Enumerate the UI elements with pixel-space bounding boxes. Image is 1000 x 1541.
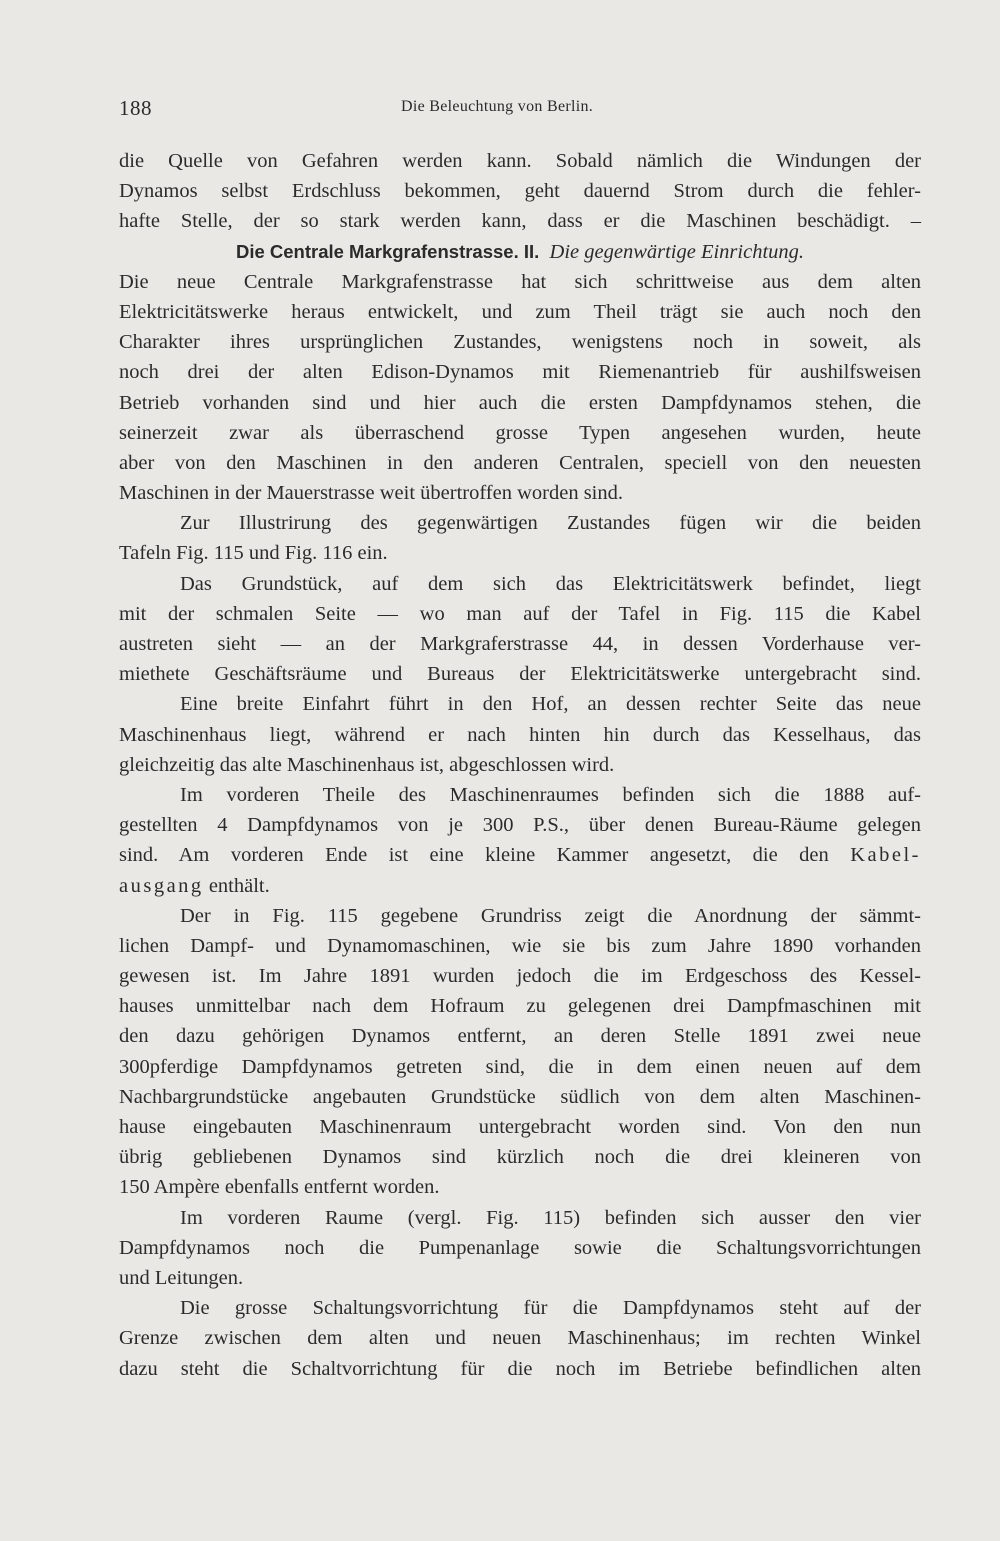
running-title: Die Beleuchtung von Berlin. bbox=[401, 98, 594, 115]
text-line: Grenze zwischen dem alten und neuen Maschinenhaus; im rechten Winkel bbox=[119, 1327, 921, 1350]
text-line: den dazu gehörigen Dynamos entfernt, an deren Stelle 1891 zwei neue bbox=[119, 1025, 921, 1048]
text-line bbox=[119, 871, 921, 901]
section-heading bbox=[119, 237, 921, 267]
text-line: aber von den Maschinen in den anderen Centralen, speciell von den neuesten bbox=[119, 451, 921, 474]
text-line bbox=[119, 840, 921, 870]
section-heading-subtitle: Die gegenwärtige Einrichtung. bbox=[549, 240, 805, 263]
text-line: Elektricitätswerke heraus entwickelt, und zum Theil trägt sie auch noch den bbox=[119, 300, 921, 323]
text-line: seinerzeit zwar als überraschend grosse Typen angesehen wurden, heute bbox=[119, 421, 921, 444]
text-line: austreten sieht — an der Markgraferstrasse 44, in dessen Vorderhause ver- bbox=[119, 633, 921, 655]
page-number: 188 bbox=[119, 96, 152, 120]
text-line: Im vorderen Theile des Maschinenraumes befinden sich die 1888 auf- bbox=[180, 783, 921, 806]
text-line: Dynamos selbst Erdschluss bekommen, geht dauernd Strom durch die fehler- bbox=[119, 180, 921, 203]
text-line: lichen Dampf- und Dynamomaschinen, wie sie bis zum Jahre 1890 vorhanden bbox=[119, 934, 921, 957]
text-line: hafte Stelle, der so stark werden kann, dass er die Maschinen beschädigt. – bbox=[119, 210, 921, 233]
body-text bbox=[119, 146, 921, 1384]
text-line: übrig gebliebenen Dynamos sind kürzlich noch die drei kleineren von bbox=[119, 1146, 921, 1169]
text-line: und Leitungen. bbox=[119, 1266, 244, 1289]
emphasized-term: ausgang bbox=[119, 874, 204, 897]
text-line: hause eingebauten Maschinenraum untergebracht worden sind. Von den nun bbox=[119, 1116, 921, 1138]
text-line: Zur Illustrirung des gegenwärtigen Zustandes fügen wir die beiden bbox=[180, 512, 921, 535]
text-line: Eine breite Einfahrt führt in den Hof, an dessen rechter Seite das neue bbox=[180, 693, 921, 716]
text-line: mit der schmalen Seite — wo man auf der Tafel in Fig. 115 die Kabel bbox=[119, 602, 921, 625]
text-segment: enthält. bbox=[203, 874, 270, 897]
text-segment: sind. Am vorderen Ende ist eine kleine Kammer angesetzt, die den bbox=[119, 844, 829, 867]
text-line: Maschinenhaus liegt, während er nach hinten hin durch das Kesselhaus, das bbox=[119, 723, 921, 746]
text-line: Nachbargrundstücke angebauten Grundstücke südlich von dem alten Maschinen- bbox=[119, 1085, 921, 1108]
text-line: miethete Geschäftsräume und Bureaus der Elektricitätswerke untergebracht sind. bbox=[119, 663, 921, 686]
text-line: 300pferdige Dampfdynamos getreten sind, die in dem einen neuen auf dem bbox=[119, 1055, 921, 1078]
text-line: Die neue Centrale Markgrafenstrasse hat sich schrittweise aus dem alten bbox=[119, 270, 921, 293]
text-line: Maschinen in der Mauerstrasse weit übertroffen worden sind. bbox=[119, 482, 624, 505]
text-line: Der in Fig. 115 gegebene Grundriss zeigt die Anordnung der sämmt- bbox=[180, 904, 921, 927]
text-line: Betrieb vorhanden sind und hier auch die ersten Dampfdynamos stehen, die bbox=[119, 391, 921, 414]
text-line: dazu steht die Schaltvorrichtung für die noch im Betriebe befindlichen alten bbox=[119, 1357, 921, 1380]
text-line: gewesen ist. Im Jahre 1891 wurden jedoch die im Erdgeschoss des Kessel- bbox=[119, 965, 921, 988]
text-line: Charakter ihres ursprünglichen Zustandes, wenigstens noch in soweit, als bbox=[119, 331, 921, 354]
text-line: Tafeln Fig. 115 und Fig. 116 ein. bbox=[119, 542, 388, 565]
text-line: Dampfdynamos noch die Pumpenanlage sowie die Schaltungsvorrichtungen bbox=[119, 1236, 921, 1259]
text-line: gleichzeitig das alte Maschinenhaus ist, abgeschlossen wird. bbox=[119, 753, 615, 776]
text-line: gestellten 4 Dampfdynamos von je 300 P.S., über denen Bureau-Räume gelegen bbox=[119, 814, 921, 837]
text-line: Im vorderen Raume (vergl. Fig. 115) befinden sich ausser den vier bbox=[180, 1206, 921, 1229]
text-line: hauses unmittelbar nach dem Hofraum zu gelegenen drei Dampfmaschinen mit bbox=[119, 995, 921, 1018]
emphasized-term: Kabel- bbox=[850, 844, 921, 867]
text-line: noch drei der alten Edison-Dynamos mit Riemenantrieb für aushilfsweisen bbox=[119, 361, 921, 384]
text-line: 150 Ampère ebenfalls entfernt worden. bbox=[119, 1176, 440, 1199]
section-heading-title: Die Centrale Markgrafenstrasse. II. bbox=[235, 240, 540, 262]
page-header bbox=[119, 96, 921, 126]
text-line: Die grosse Schaltungsvorrichtung für die Dampfdynamos steht auf der bbox=[180, 1297, 921, 1320]
text-line: die Quelle von Gefahren werden kann. Sobald nämlich die Windungen der bbox=[119, 150, 921, 172]
text-line: Das Grundstück, auf dem sich das Elektricitätswerk befindet, liegt bbox=[180, 572, 921, 595]
